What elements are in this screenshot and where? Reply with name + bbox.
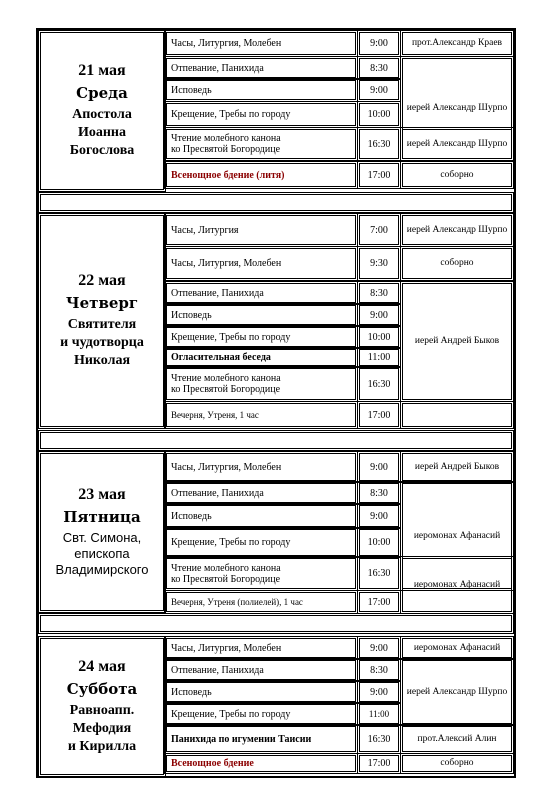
service-name: Исповедь: [166, 305, 356, 325]
day-saint: Апостола Иоанна Богослова: [69, 107, 135, 158]
separator-row: [40, 432, 512, 449]
service-time: 10:00: [359, 327, 399, 347]
service-name: Крещение, Требы по городу: [166, 529, 356, 556]
service-time: 16:30: [359, 558, 399, 589]
service-name: Часы, Литургия, Молебен: [166, 32, 356, 55]
service-priest: [402, 403, 512, 427]
service-name: Панихида по игумении Таисии: [166, 726, 356, 752]
service-time: 16:30: [359, 368, 399, 400]
service-priest: иерей Александр Шурпо: [402, 129, 512, 159]
day-date: 22 мая: [78, 272, 126, 289]
service-time: 8:30: [359, 660, 399, 680]
service-priest: иерей Александр Шурпо: [402, 58, 512, 159]
service-time: 8:30: [359, 483, 399, 503]
service-time: 9:00: [359, 32, 399, 55]
service-name: Отпевание, Панихида: [166, 58, 356, 78]
service-name: Часы, Литургия, Молебен: [166, 453, 356, 481]
service-name: Чтение молебного канона ко Пресвятой Богородице: [166, 129, 356, 159]
day-weekday: Суббота: [66, 679, 138, 698]
day-weekday: Четверг: [65, 294, 139, 312]
service-time: 16:30: [359, 129, 399, 159]
service-name: Часы, Литургия, Молебен: [166, 248, 356, 279]
service-name: Вечерня, Утреня (полиелей), 1 час: [166, 592, 356, 612]
day-date: 24 мая: [78, 657, 126, 675]
service-time: 9:00: [359, 638, 399, 658]
service-time: 11:00: [359, 704, 399, 724]
service-priest: прот.Александр Краев: [402, 32, 512, 55]
service-priest: иерей Андрей Быков: [402, 283, 512, 400]
service-time: 10:00: [359, 103, 399, 126]
service-time: 9:00: [359, 505, 399, 527]
service-name: Часы, Литургия: [166, 215, 356, 245]
day-date: 23 мая: [78, 486, 126, 503]
service-name: Крещение, Требы по городу: [166, 103, 356, 126]
service-time: 9:00: [359, 682, 399, 702]
day-saint: Свт. Симона, епископа Владимирского: [55, 530, 149, 577]
service-time: 8:30: [359, 283, 399, 303]
service-name: Отпевание, Панихида: [166, 660, 356, 680]
service-name: Огласительная беседа: [166, 349, 356, 366]
service-time: 9:00: [359, 453, 399, 481]
service-time: 17:00: [359, 403, 399, 427]
day-cell: [40, 453, 164, 611]
service-priest: соборно: [402, 755, 512, 772]
day-cell: [40, 638, 164, 775]
service-priest: иерей Андрей Быков: [402, 453, 512, 481]
day-weekday: Среда: [76, 84, 128, 102]
service-name: Крещение, Требы по городу: [166, 704, 356, 724]
separator-row: [40, 615, 512, 632]
service-time: 11:00: [359, 349, 399, 366]
day-date: 21 мая: [78, 62, 126, 79]
service-priest: иерей Александр Шурпо: [402, 215, 512, 245]
service-priest: соборно: [402, 163, 512, 187]
service-priest: иеромонах Афанасий: [402, 483, 512, 589]
service-name: Отпевание, Панихида: [166, 283, 356, 303]
service-name: Чтение молебного канона ко Пресвятой Богородице: [166, 558, 356, 589]
service-time: 17:00: [359, 755, 399, 772]
service-time: 10:00: [359, 529, 399, 556]
service-priest: прот.Алексий Алин: [402, 726, 512, 752]
day-saint: Святителя и чудотворца Николая: [60, 317, 144, 368]
day-cell: [40, 215, 164, 427]
service-name: Исповедь: [166, 80, 356, 100]
service-time: 9:00: [359, 305, 399, 325]
service-name: Чтение молебного канона ко Пресвятой Богородице: [166, 368, 356, 400]
service-time: 17:00: [359, 163, 399, 187]
day-saint: Равноапп. Мефодия и Кирилла: [67, 702, 137, 754]
service-priest: иеромонах Афанасий: [402, 638, 512, 658]
service-name: Исповедь: [166, 505, 356, 527]
service-name: Часы, Литургия, Молебен: [166, 638, 356, 658]
service-time: 7:00: [359, 215, 399, 245]
service-time: 9:30: [359, 248, 399, 279]
service-time: 16:30: [359, 726, 399, 752]
service-name: Вечерня, Утреня, 1 час: [166, 403, 356, 427]
service-name: Исповедь: [166, 682, 356, 702]
service-priest: иерей Александр Шурпо: [402, 660, 512, 724]
service-name: Отпевание, Панихида: [166, 483, 356, 503]
separator-row: [40, 194, 512, 211]
service-name: Всенощное бдение: [166, 755, 356, 772]
service-priest: иеромонах Афанасий: [402, 558, 512, 612]
service-priest: соборно: [402, 248, 512, 279]
service-time: 8:30: [359, 58, 399, 78]
service-name: Крещение, Требы по городу: [166, 327, 356, 347]
day-cell: [40, 32, 164, 190]
service-name: Всенощное бдение (литя): [166, 163, 356, 187]
service-time: 17:00: [359, 592, 399, 612]
service-time: 9:00: [359, 80, 399, 100]
day-weekday: Пятница: [63, 508, 141, 526]
